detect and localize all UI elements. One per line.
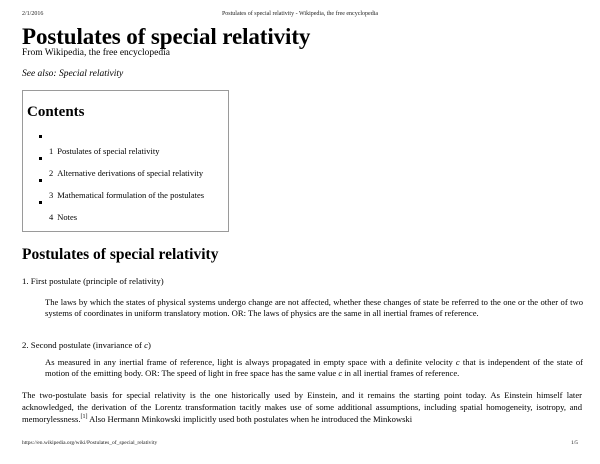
see-also-link[interactable]: Special relativity: [58, 69, 124, 79]
reference-link[interactable]: [1]: [80, 414, 88, 421]
first-postulate-quote: The laws by which the states of physical systems undergo change are not affected, whether these changes of state be referred to the one or the other of two systems of coordinates in uniform translatory motion. OR: The laws of physics are the same in all inertial frames of reference.: [45, 297, 583, 318]
see-also-prefix: See also:: [22, 69, 59, 79]
toc-item[interactable]: [39, 135, 227, 155]
table-of-contents: [22, 90, 229, 232]
second-postulate-label: [22, 340, 151, 350]
toc-item-label[interactable]: Mathematical formulation of the postulates: [57, 190, 205, 200]
toc-item[interactable]: [39, 179, 227, 199]
second-postulate-text-part-3: in all inertial frames of reference.: [342, 368, 460, 378]
second-postulate-quote: [45, 357, 583, 379]
second-postulate-text-part-2: that is independent of the state of motion of the emitting body. OR: The speed of light in free space has the same value: [45, 357, 583, 378]
body-text-part-1: The two-postulate basis for special relativity is the one historically used by Einstein, and it remains the starting point today. As Einstein himself later acknowledged, the derivation of the Lorentz transformation tacitly makes use of some additional assumptions, including spatial homogeneity, isotropy, and memorylessness.: [22, 390, 582, 424]
see-also-hatnote: [22, 69, 123, 79]
print-url: https://en.wikipedia.org/wiki/Postulates_of_special_relativity: [22, 440, 158, 446]
toc-item-label[interactable]: Postulates of special relativity: [57, 146, 160, 156]
bullet-icon: [39, 135, 42, 138]
section-heading: Postulates of special relativity: [22, 246, 219, 263]
body-paragraph: [22, 389, 582, 425]
toc-item[interactable]: [39, 201, 227, 221]
toc-item[interactable]: [39, 157, 227, 177]
second-postulate-label-close: ): [148, 340, 151, 350]
print-page-number: 1/5: [570, 440, 578, 446]
print-date: 2/1/2016: [22, 11, 44, 17]
bullet-icon: [39, 157, 42, 160]
speed-of-light-symbol: c: [144, 340, 149, 350]
second-postulate-text-part-1: As measured in any inertial frame of reference, light is always propagated in empty space with a definite velocity: [45, 357, 456, 367]
toc-item-label[interactable]: Notes: [57, 212, 78, 222]
speed-of-light-symbol: c: [338, 368, 343, 378]
bullet-icon: [39, 179, 42, 182]
toc-heading: Contents: [27, 104, 85, 120]
toc-item-number: 3: [49, 190, 54, 200]
print-footer: [22, 440, 578, 450]
toc-item-number: 2: [49, 168, 54, 178]
page-subtitle: From Wikipedia, the free encyclopedia: [22, 48, 170, 58]
toc-item-number: 1: [49, 146, 54, 156]
first-postulate-label: 1. First postulate (principle of relativity): [22, 276, 164, 286]
toc-item-label[interactable]: Alternative derivations of special relativity: [57, 168, 204, 178]
body-text-part-2: Also Hermann Minkowski implicitly used both postulates when he introduced the Minkowski: [87, 414, 413, 424]
print-header: [22, 11, 578, 21]
print-document-title: Postulates of special relativity - Wikipedia, the free encyclopedia: [221, 11, 379, 17]
second-postulate-label-text: 2. Second postulate (invariance of: [22, 340, 145, 350]
speed-of-light-symbol: c: [455, 357, 460, 367]
page-title: Postulates of special relativity: [22, 24, 311, 49]
bullet-icon: [39, 201, 42, 204]
toc-item-number: 4: [49, 212, 54, 222]
